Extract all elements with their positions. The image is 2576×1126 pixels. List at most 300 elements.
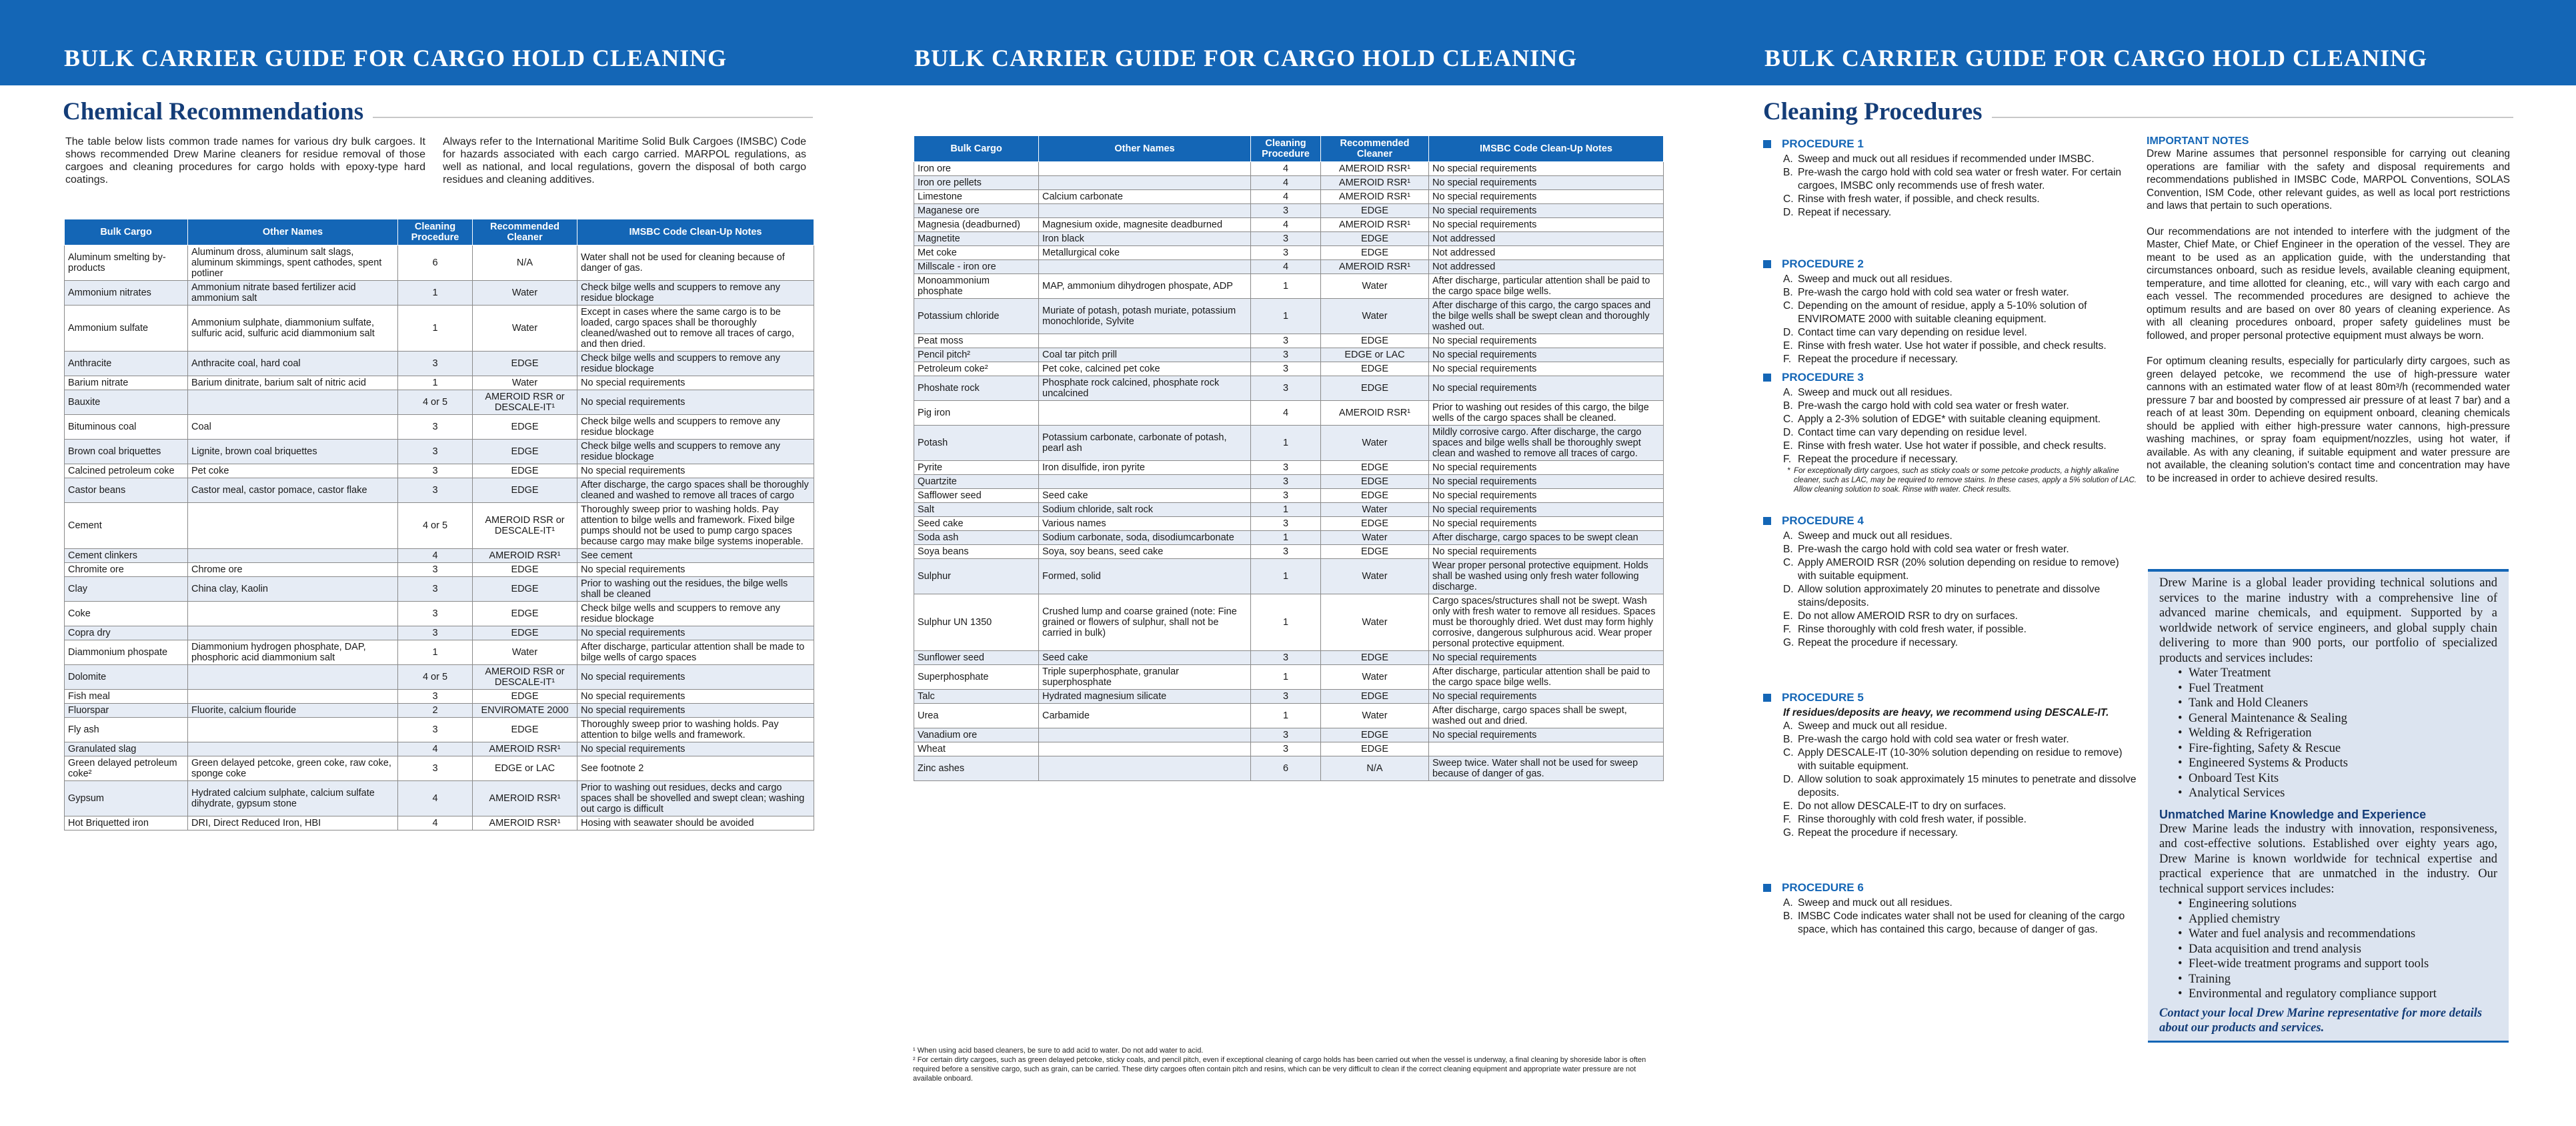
procedure-step [1763,386,2137,400]
square-bullet-icon [1763,517,1771,525]
procedure-cell: 1 [398,376,473,390]
other-names-cell: Soya, soy beans, seed cake [1039,545,1251,559]
other-names-cell: Various names [1039,517,1251,531]
step-letter: C. [1783,747,1794,758]
procedure-step [1763,193,2137,206]
other-names-cell: Aluminum dross, aluminum salt slags, aluminum skimmings, spent cathodes, spent potliner [188,245,398,281]
square-bullet-icon [1763,884,1771,892]
step-text: IMSBC Code indicates water shall not be used for cleaning of the cargo space, which has contained this cargo, because of danger of gas. [1798,911,2125,935]
important-notes [2147,135,2510,498]
procedure-heading [1763,257,2137,271]
cargo-cell: Monoammonium phosphate [914,274,1039,299]
box-contact: Contact your local Drew Marine representative for more details about our products and services. [2159,1006,2483,1035]
cargo-table-2 [914,135,1664,781]
step-text: Do not allow AMEROID RSR to dry on surfaces. [1798,610,2018,622]
step-letter: A. [1783,273,1793,285]
cleaner-cell: EDGE [473,577,577,602]
notes-cell: After discharge of this cargo, the cargo spaces and the bilge wells shall be swept clean and thoroughly washed out. [1429,299,1664,334]
step-letter: E. [1783,610,1793,622]
col-header: IMSBC Code Clean-Up Notes [577,219,814,245]
notes-cell: No special requirements [1429,362,1664,376]
other-names-cell: Coal [188,415,398,440]
cargo-cell: Talc [914,690,1039,704]
other-names-cell [188,549,398,563]
step-text: Pre-wash the cargo hold with cold sea water or fresh water. For certain cargoes, IMSBC only recommends use of fresh water. [1798,167,2122,191]
table-row [65,756,814,781]
header-title-1: BULK CARRIER GUIDE FOR CARGO HOLD CLEANING [64,45,728,71]
procedure-step [1763,733,2137,746]
procedure-cell: 4 [398,549,473,563]
procedure-heading [1763,371,2137,384]
table-row [914,348,1664,362]
other-names-cell [188,742,398,756]
list-item-text: Fire-fighting, Safety & Rescue [2189,741,2341,755]
step-text: Pre-wash the cargo hold with cold sea water or fresh water. [1798,287,2069,298]
other-names-cell [188,626,398,640]
cargo-cell: Aluminum smelting by-products [65,245,188,281]
procedure-2 [1763,257,2137,366]
procedure-cell: 4 [398,816,473,830]
list-item [2178,957,2497,972]
other-names-cell [1039,204,1251,218]
procedure-step [1763,440,2137,453]
bullet-icon: • [2178,681,2183,695]
cleaner-cell: Water [1321,426,1429,461]
step-letter: F. [1783,624,1792,635]
table-row [65,640,814,665]
col-header: Cleaning Procedure [1251,136,1321,162]
procedure-heading-text: PROCEDURE 4 [1782,514,1864,527]
bullet-icon: • [2178,726,2183,740]
footnote-2: ² For certain dirty cargoes, such as green delayed petcoke, sticky coals, and pencil pitch, even if exceptional cleaning of cargo holds has been carried out when the vessel is underway, a final cleaning by shoreside labor is often required before a sensitive cargo, such as grain, can be carried. These dirty cargoes often contain pitch and resins, which can be very difficult to clean if the correct cleaning equipment and appropriate water pressure are not available onboard. [913,1056,1646,1083]
other-names-cell: Sodium chloride, salt rock [1039,503,1251,517]
procedure-step [1763,813,2137,826]
col-header: Other Names [188,219,398,245]
procedure-cell: 3 [1251,461,1321,475]
table-row [65,816,814,830]
box-heading: Unmatched Marine Knowledge and Experience [2159,807,2427,821]
other-names-cell: Iron disulfide, iron pyrite [1039,461,1251,475]
procedure-cell: 3 [398,690,473,704]
procedure-step [1763,413,2137,426]
other-names-cell: China clay, Kaolin [188,577,398,602]
step-letter: C. [1783,193,1794,205]
procedure-cell: 3 [1251,517,1321,531]
table-row [914,559,1664,594]
cleaner-cell: EDGE [1321,517,1429,531]
other-names-cell [1039,742,1251,756]
list-item-text: Welding & Refrigeration [2189,726,2312,740]
bullet-icon: • [2178,972,2183,986]
cleaner-cell: Water [1321,665,1429,690]
other-names-cell: Lignite, brown coal briquettes [188,440,398,464]
cargo-cell: Pig iron [914,401,1039,426]
procedure-heading-text: PROCEDURE 2 [1782,257,1864,270]
list-item-text: Water Treatment [2189,666,2271,680]
step-letter: A. [1783,530,1793,542]
other-names-cell: Coal tar pitch prill [1039,348,1251,362]
procedure-5 [1763,691,2137,840]
procedure-step [1763,800,2137,813]
cleaner-cell: EDGE [1321,690,1429,704]
procedure-step [1763,300,2137,326]
procedure-cell: 3 [398,626,473,640]
cargo-cell: Copra dry [65,626,188,640]
step-letter: C. [1783,300,1794,312]
procedure-step [1763,543,2137,556]
procedure-cell: 4 or 5 [398,503,473,549]
table-row [914,218,1664,232]
cleaner-cell: AMEROID RSR or DESCALE-IT¹ [473,503,577,549]
cleaner-cell: EDGE [473,602,577,626]
table-row [65,352,814,376]
step-text: Sweep and muck out all residues if recommended under IMSBC. [1798,153,2095,165]
other-names-cell: Seed cake [1039,489,1251,503]
cleaner-cell: Water [1321,531,1429,545]
step-letter: A. [1783,897,1793,909]
notes-cell: No special requirements [1429,461,1664,475]
step-text: Allow solution approximately 20 minutes to penetrate and dissolve stains/deposits. [1798,584,2101,608]
other-names-cell: Ammonium sulphate, diammonium sulfate, sulfuric acid, sulfuric acid diammonium salt [188,306,398,352]
procedure-cell: 3 [398,577,473,602]
bullet-icon: • [2178,666,2183,680]
procedure-step [1763,426,2137,440]
list-item-text: Water and fuel analysis and recommendations [2189,927,2416,941]
procedure-step [1763,897,2137,910]
procedures-section-header [1763,85,2513,132]
notes-cell: Wear proper personal protective equipment. Holds shall be washed using only fresh water following discharge. [1429,559,1664,594]
cleaner-cell: AMEROID RSR¹ [1321,176,1429,190]
table-row [65,464,814,478]
table-row [914,334,1664,348]
cargo-cell: Barium nitrate [65,376,188,390]
cargo-cell: Diammonium phospate [65,640,188,665]
table-row [65,306,814,352]
procedure-step [1763,153,2137,166]
cleaner-cell: EDGE [1321,362,1429,376]
step-letter: E. [1783,340,1793,352]
procedure-cell: 1 [398,306,473,352]
procedure-cell: 4 [1251,401,1321,426]
procedure-cell: 4 [398,742,473,756]
footnote-1: ¹ When using acid based cleaners, be sure to add acid to water. Do not add water to acid. [913,1047,1204,1055]
bullet-icon: • [2178,897,2183,911]
col-header: IMSBC Code Clean-Up Notes [1429,136,1664,162]
procedure-step [1763,400,2137,413]
cleaner-cell: EDGE [473,415,577,440]
cargo-cell: Potash [914,426,1039,461]
step-letter: A. [1783,387,1793,398]
cargo-cell: Zinc ashes [914,756,1039,781]
other-names-cell [1039,334,1251,348]
step-text: Sweep and muck out all residues. [1798,273,1953,285]
cleaner-cell: AMEROID RSR¹ [473,816,577,830]
procedure-step [1763,326,2137,340]
procedure-note-text: For exceptionally dirty cargoes, such as sticky coals or some petcoke products, a highly alkaline cleaner, such as LAC, may be required to remove stains. In these cases, apply a 5% solution of LAC. Allow cleaning solution to soak. Rinse with water. Check results. [1794,467,2137,494]
step-text: Contact time can vary depending on residue level. [1798,427,2027,438]
procedure-cell: 3 [1251,651,1321,665]
step-letter: G. [1783,637,1794,648]
cargo-cell: Hot Briquetted iron [65,816,188,830]
procedure-cell: 3 [398,563,473,577]
notes-cell: No special requirements [577,464,814,478]
step-letter: E. [1783,440,1793,452]
notes-cell: Mildly corrosive cargo. After discharge, the cargo spaces and bilge wells shall be thoroughly swept clean and washed to remove all traces of cargo. [1429,426,1664,461]
table-row [65,281,814,306]
table-row [914,756,1664,781]
other-names-cell: Seed cake [1039,651,1251,665]
procedure-cell: 3 [398,352,473,376]
step-letter: B. [1783,544,1793,555]
chemical-title: Chemical Recommendations [63,97,373,126]
notes-cell: No special requirements [577,665,814,690]
cleaner-cell: EDGE [473,563,577,577]
procedure-cell: 3 [1251,362,1321,376]
procedure-cell: 3 [1251,348,1321,362]
bullet-icon: • [2178,741,2183,755]
step-text: Sweep and muck out all residues. [1798,530,1953,542]
intro-right: Always refer to the International Maritime Solid Bulk Cargoes (IMSBC) Code for hazards associated with each cargo carried. MARPOL regulations, as well as national, and local regulations, govern the disposal of both cargo residues and cleaning additives. [443,136,806,185]
list-item-text: Training [2189,972,2231,986]
procedure-note [1763,466,2137,494]
cleaner-cell: EDGE [473,478,577,503]
list-item [2178,771,2497,786]
other-names-cell: Fluorite, calcium flouride [188,704,398,718]
cargo-cell: Seed cake [914,517,1039,531]
step-text: Apply DESCALE-IT (10-30% solution depending on residue to remove) with suitable equipment. [1798,747,2123,772]
list-item [2178,666,2497,681]
col-header: Cleaning Procedure [398,219,473,245]
step-text: Rinse with fresh water. Use hot water if possible, and check results. [1798,440,2107,452]
step-text: Contact time can vary depending on residue level. [1798,327,2027,338]
square-bullet-icon [1763,694,1771,702]
cleaner-cell: EDGE [1321,246,1429,260]
procedure-cell: 1 [1251,503,1321,517]
procedure-cell: 1 [398,281,473,306]
table-row [914,665,1664,690]
procedure-step [1763,773,2137,800]
list-item [2178,897,2497,912]
list-item-text: Engineered Systems & Products [2189,756,2348,770]
procedure-step [1763,206,2137,219]
table-row [914,545,1664,559]
procedures-panel [1763,85,2513,1126]
important-paragraph: For optimum cleaning results, especially for particularly dirty cargoes, such as green delayed petcoke, we recommend the use of high-pressure water cannons with an estimated water flow of at least 80m³/h (recommended water pressure 7 bar and boosted by compressed air pressure of at least 7 bar) and a reach of at least 30m. Depending on equipment onboard, cleaning chemicals should be applied with either high-pressure water cannons, high-pressure washing machines, or spray foam equipment/nozzles, using hot water, if available. As with any cleaning, if suitable equipment and water pressure are not available, the cleaning solution's contact time and concentration may have to be increased in order to achieve desired results. [2147,356,2510,484]
notes-cell: No special requirements [577,376,814,390]
procedure-cell: 3 [1251,690,1321,704]
other-names-cell: MAP, ammonium dihydrogen phospate, ADP [1039,274,1251,299]
step-text: Sweep and muck out all residue. [1798,720,1948,732]
procedure-steps [1763,897,2137,937]
step-letter: A. [1783,720,1793,732]
step-text: Pre-wash the cargo hold with cold sea water or fresh water. [1798,400,2069,412]
step-text: Rinse thoroughly with cold fresh water, if possible. [1798,814,2027,825]
cargo-cell: Coke [65,602,188,626]
procedure-step [1763,340,2137,353]
procedure-cell: 3 [398,415,473,440]
table-row [914,232,1664,246]
cargo-cell: Salt [914,503,1039,517]
step-text: Sweep and muck out all residues. [1798,387,1953,398]
table-row [65,245,814,281]
other-names-cell: Hydrated calcium sulphate, calcium sulfate dihydrate, gypsum stone [188,781,398,816]
procedure-cell: 1 [398,640,473,665]
step-text: Rinse with fresh water, if possible, and check results. [1798,193,2040,205]
other-names-cell: DRI, Direct Reduced Iron, HBI [188,816,398,830]
notes-cell: Water shall not be used for cleaning because of danger of gas. [577,245,814,281]
table-row [65,563,814,577]
notes-cell: Check bilge wells and scuppers to remove any residue blockage [577,602,814,626]
cargo-cell: Bituminous coal [65,415,188,440]
table-row [914,489,1664,503]
procedure-cell: 3 [398,478,473,503]
cargo-cell: Brown coal briquettes [65,440,188,464]
cargo-cell: Magnetite [914,232,1039,246]
bullet-icon: • [2178,912,2183,926]
box-paragraph: Drew Marine leads the industry with innovation, responsiveness, and cost-effective solutions. Established over eighty years ago, Drew Marine is known worldwide for technical expertise and practical experience that are unmatched in the industry. Our technical support services includes: [2159,822,2497,896]
cleaner-cell: AMEROID RSR¹ [473,742,577,756]
cargo-cell: Green delayed petroleum coke² [65,756,188,781]
other-names-cell [188,665,398,690]
cargo-cell: Magnesia (deadburned) [914,218,1039,232]
table-row [65,704,814,718]
cargo-cell: Soya beans [914,545,1039,559]
cleaner-cell: EDGE [473,690,577,704]
important-paragraph: Our recommendations are not intended to interfere with the judgment of the Master, Chief Mate, or Chief Engineer in the operation of the vessel. They are meant to be used as an application guide, with the understanding that circumstances onboard, such as residue levels, available cleaning equipment, temperature, and time allotted for cleaning, etc., will vary with each cargo and each vessel. The recommended procedures are designed to achieve the optimum results and are based on over 80 years of cleaning experience. As with all cleaning procedures onboard, proper safety guidelines must be followed, and proper personal protective equipment must always be worn. [2147,225,2510,342]
cleaner-cell: AMEROID RSR¹ [1321,401,1429,426]
notes-cell: After discharge, the cargo spaces shall be thoroughly cleaned and washed to remove all traces of cargo [577,478,814,503]
other-names-cell [1039,401,1251,426]
procedure-1 [1763,137,2137,219]
other-names-cell [1039,475,1251,489]
cleaner-cell: Water [1321,594,1429,651]
notes-cell: After discharge, cargo spaces to be swept clean [1429,531,1664,545]
notes-cell: After discharge, particular attention shall be paid to the cargo space bilge wells. [1429,274,1664,299]
step-text: Do not allow DESCALE-IT to dry on surfaces. [1798,800,2007,812]
procedure-step [1763,286,2137,300]
step-text: Apply AMEROID RSR (20% solution depending on residue to remove) with suitable equipment. [1798,557,2119,582]
procedure-cell: 4 [1251,260,1321,274]
table-row [65,665,814,690]
square-bullet-icon [1763,374,1771,382]
cleaner-cell: EDGE [1321,461,1429,475]
procedure-steps [1763,273,2137,366]
cleaner-cell: Water [1321,299,1429,334]
list-item-text: Environmental and regulatory compliance support [2189,987,2437,1001]
step-letter: D. [1783,207,1794,218]
important-paragraph: Drew Marine assumes that personnel responsible for carrying out cleaning operations are familiar with the safety and disposal requirements and recommendations published in IMSBC Code, MARPOL Conventions, SOLAS Convention, ISM Code, other relevant guides, as well as local port restrictions and laws that pertain to such operations. [2147,148,2510,211]
notes-cell: No special requirements [1429,348,1664,362]
list-item [2178,927,2497,942]
table-row [914,531,1664,545]
step-letter: E. [1783,800,1793,812]
step-letter: B. [1783,400,1793,412]
cargo-cell: Calcined petroleum coke [65,464,188,478]
cargo-cell: Dolomite [65,665,188,690]
bullet-icon: • [2178,987,2183,1001]
col-header: Bulk Cargo [914,136,1039,162]
cargo-cell: Fluorspar [65,704,188,718]
chemical-panel [63,85,813,1126]
table-row [65,415,814,440]
cleaner-cell: EDGE or LAC [1321,348,1429,362]
notes-cell: No special requirements [1429,475,1664,489]
procedure-cell: 1 [1251,559,1321,594]
notes-cell: Thoroughly sweep prior to washing holds. Pay attention to bilge wells and framework. [577,718,814,742]
procedure-cell: 3 [1251,475,1321,489]
other-names-cell [188,503,398,549]
cargo-cell: Anthracite [65,352,188,376]
notes-cell: After discharge, particular attention shall be made to bilge wells of cargo spaces [577,640,814,665]
box-intro: Drew Marine is a global leader providing technical solutions and services to the marine industry with a comprehensive line of advanced marine chemicals, and equipment. Supported by a worldwide network of service engineers, and global supply chain delivering to more than 900 ports, our portfolio of specialized products and services includes: [2159,576,2497,665]
notes-cell: No special requirements [1429,517,1664,531]
cleaner-cell: AMEROID RSR¹ [473,781,577,816]
cleaner-cell: EDGE [1321,232,1429,246]
table-row [914,204,1664,218]
step-letter: D. [1783,427,1794,438]
col-header: Recommended Cleaner [473,219,577,245]
notes-cell: See cement [577,549,814,563]
bullet-icon: • [2178,696,2183,710]
notes-cell: Not addressed [1429,232,1664,246]
procedure-cell: 2 [398,704,473,718]
procedure-cell: 4 [1251,162,1321,176]
table-row [65,602,814,626]
other-names-cell: Iron black [1039,232,1251,246]
procedure-heading [1763,691,2137,704]
notes-cell: Check bilge wells and scuppers to remove any residue blockage [577,440,814,464]
cargo-cell: Pyrite [914,461,1039,475]
list-item-text: Analytical Services [2189,786,2285,800]
other-names-cell: Diammonium hydrogen phosphate, DAP, phosphoric acid diammonium salt [188,640,398,665]
other-names-cell: Carbamide [1039,704,1251,728]
procedure-cell: 1 [1251,299,1321,334]
other-names-cell: Anthracite coal, hard coal [188,352,398,376]
notes-cell: After discharge, cargo spaces shall be swept, washed out and dried. [1429,704,1664,728]
cleaner-cell: N/A [1321,756,1429,781]
other-names-cell [1039,756,1251,781]
table-row [914,376,1664,401]
other-names-cell: Formed, solid [1039,559,1251,594]
procedure-cell: 3 [1251,204,1321,218]
other-names-cell: Green delayed petcoke, green coke, raw coke, sponge coke [188,756,398,781]
notes-cell: No special requirements [577,563,814,577]
other-names-cell: Potassium carbonate, carbonate of potash, pearl ash [1039,426,1251,461]
procedure-cell: 1 [1251,594,1321,651]
procedure-step [1763,623,2137,636]
step-text: Sweep and muck out all residues. [1798,897,1953,909]
other-names-cell: Castor meal, castor pomace, castor flake [188,478,398,503]
header-title-3: BULK CARRIER GUIDE FOR CARGO HOLD CLEANING [1764,45,2428,71]
cargo-cell: Superphosphate [914,665,1039,690]
cargo-cell: Iron ore [914,162,1039,176]
step-text: Repeat the procedure if necessary. [1798,454,1959,465]
notes-cell: No special requirements [1429,545,1664,559]
other-names-cell: Sodium carbonate, soda, disodiumcarbonate [1039,531,1251,545]
bullet-icon: • [2178,711,2183,725]
table-header-row [65,219,814,245]
other-names-cell: Pet coke, calcined pet coke [1039,362,1251,376]
step-text: Allow solution to soak approximately 15 minutes to penetrate and dissolve deposits. [1798,774,2137,798]
cleaner-cell: EDGE [473,626,577,640]
procedure-heading [1763,881,2137,895]
step-letter: G. [1783,827,1794,838]
cleaner-cell: EDGE [473,440,577,464]
step-text: Repeat if necessary. [1798,207,1892,218]
table-row [914,704,1664,728]
square-bullet-icon [1763,260,1771,268]
cleaner-cell: EDGE [473,718,577,742]
